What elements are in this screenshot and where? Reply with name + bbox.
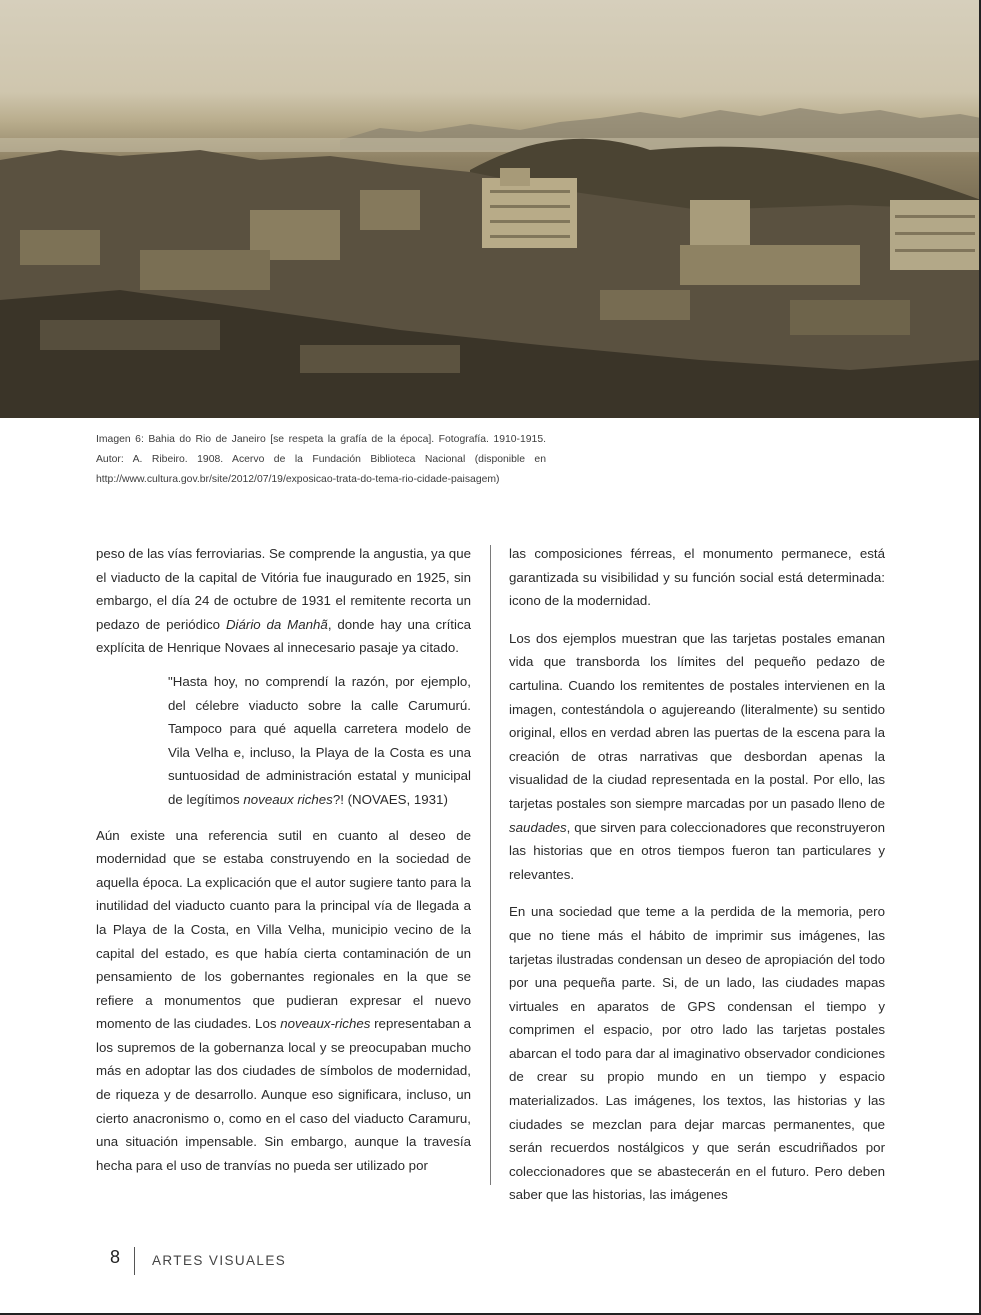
rio-de-janeiro-photograph xyxy=(0,0,981,418)
paragraph: Los dos ejemplos muestran que las tarjetas postales emanan vida que transborda los límites del pequeño pedazo de cartulina. Cuando los remitentes de postales intervienen en la imagen, contestándola o agujereando (literalmente) su sentido original, ellos en verdad abren las puertas de la escena para la creación de otras narrativas que desbordan apenas la visualidad de la ciudad representada en la postal. Por ello, las tarjetas postales son siempre marcadas por un pasado lleno de saudades, que sirven para coleccionadores que reconstruyeron las historias que en otros tiempos fueron tan particulares y relevantes. xyxy=(509,630,885,882)
column-divider xyxy=(490,545,491,1185)
photo-scene xyxy=(0,0,981,418)
paragraph: peso de las vías ferroviarias. Se comprende la angustia, ya que el viaducto de la capital de Vitória fue inaugurado en 1925, sin embargo, el día 24 de octubre de 1931 el remitente recorta un pedazo de periódico Diário da Manhã, donde hay una crítica explícita de Henrique Novaes al innecesario pasaje ya citado. xyxy=(96,546,471,656)
block-quote: "Hasta hoy, no comprendí la razón, por ejemplo, del célebre viaducto sobre la calle Carumurú. Tampoco para qué aquella carretera modelo de Vila Velha e, incluso, la Playa de la Costa es una suntuosidad de administración estatal y municipal de legítimos noveaux riches?! (NOVAES, 1931) xyxy=(168,673,471,807)
right-column xyxy=(509,542,885,1207)
footer-divider xyxy=(134,1247,135,1275)
section-label: ARTES VISUALES xyxy=(152,1253,287,1268)
image-caption: Imagen 6: Bahia do Rio de Janeiro [se respeta la grafía de la época]. Fotografía. 1910-1915. Autor: A. Ribeiro. 1908. Acervo de la Fundación Biblioteca Nacional (disponible en http://www.cultura.gov.br/site/2012/07/19/exposicao-trata-do-tema-rio-cidade-paisagem) xyxy=(96,434,546,485)
left-column xyxy=(96,542,471,1177)
paragraph: las composiciones férreas, el monumento permanece, está garantizada su visibilidad y su función social está determinada: icono de la modernidad. xyxy=(509,546,885,609)
paragraph: En una sociedad que teme a la perdida de la memoria, pero que no tiene más el hábito de imprimir sus imágenes, las tarjetas ilustradas condensan un deseo de apropiación del todo por una pequeña parte. Si, de un lado, las ciudades mapas virtuales en aparatos de GPS condensan el tiempo y comprimen el espacio, por otro lado las tarjetas postales abarcan el todo para dar al imaginativo observador condiciones de crear su propio mundo en un tiempo y espacio materializados. Las imágenes, los textos, las historias y las ciudades se mezclan para dejar marcas permanentes, que serán recuerdos nostálgicos y que serán escudriñados por coleccionadores que se abastecerán en el futuro. Pero deben saber que las historias, las imágenes xyxy=(509,904,885,1203)
page-number: 8 xyxy=(110,1247,121,1267)
paragraph: Aún existe una referencia sutil en cuanto al deseo de modernidad que se estaba construyendo en la sociedad de aquella época. La explicación que el autor sugiere tanto para la inutilidad del viaducto cuanto para la principal vía de llegada a la Playa de la Costa, en Villa Velha, municipio vecino de la capital del estado, es que había cierta contaminación de un pensamiento de los gobernantes regionales en la que se refiere a monumentos que pudieran expresar el nuevo momento de las ciudades. Los noveaux-riches representaban a los supremos de la gobernanza local y se preocupaban mucho más en adoptar las dos ciudades de símbolos de modernidad, de riqueza y de desarrollo. Aunque eso significara, incluso, un cierto anacronismo o, como en el caso del viaducto Caramuru, una situación impensable. Sin embargo, aunque la travesía hecha para el uso de tranvías no pueda ser utilizado por xyxy=(96,827,471,1173)
